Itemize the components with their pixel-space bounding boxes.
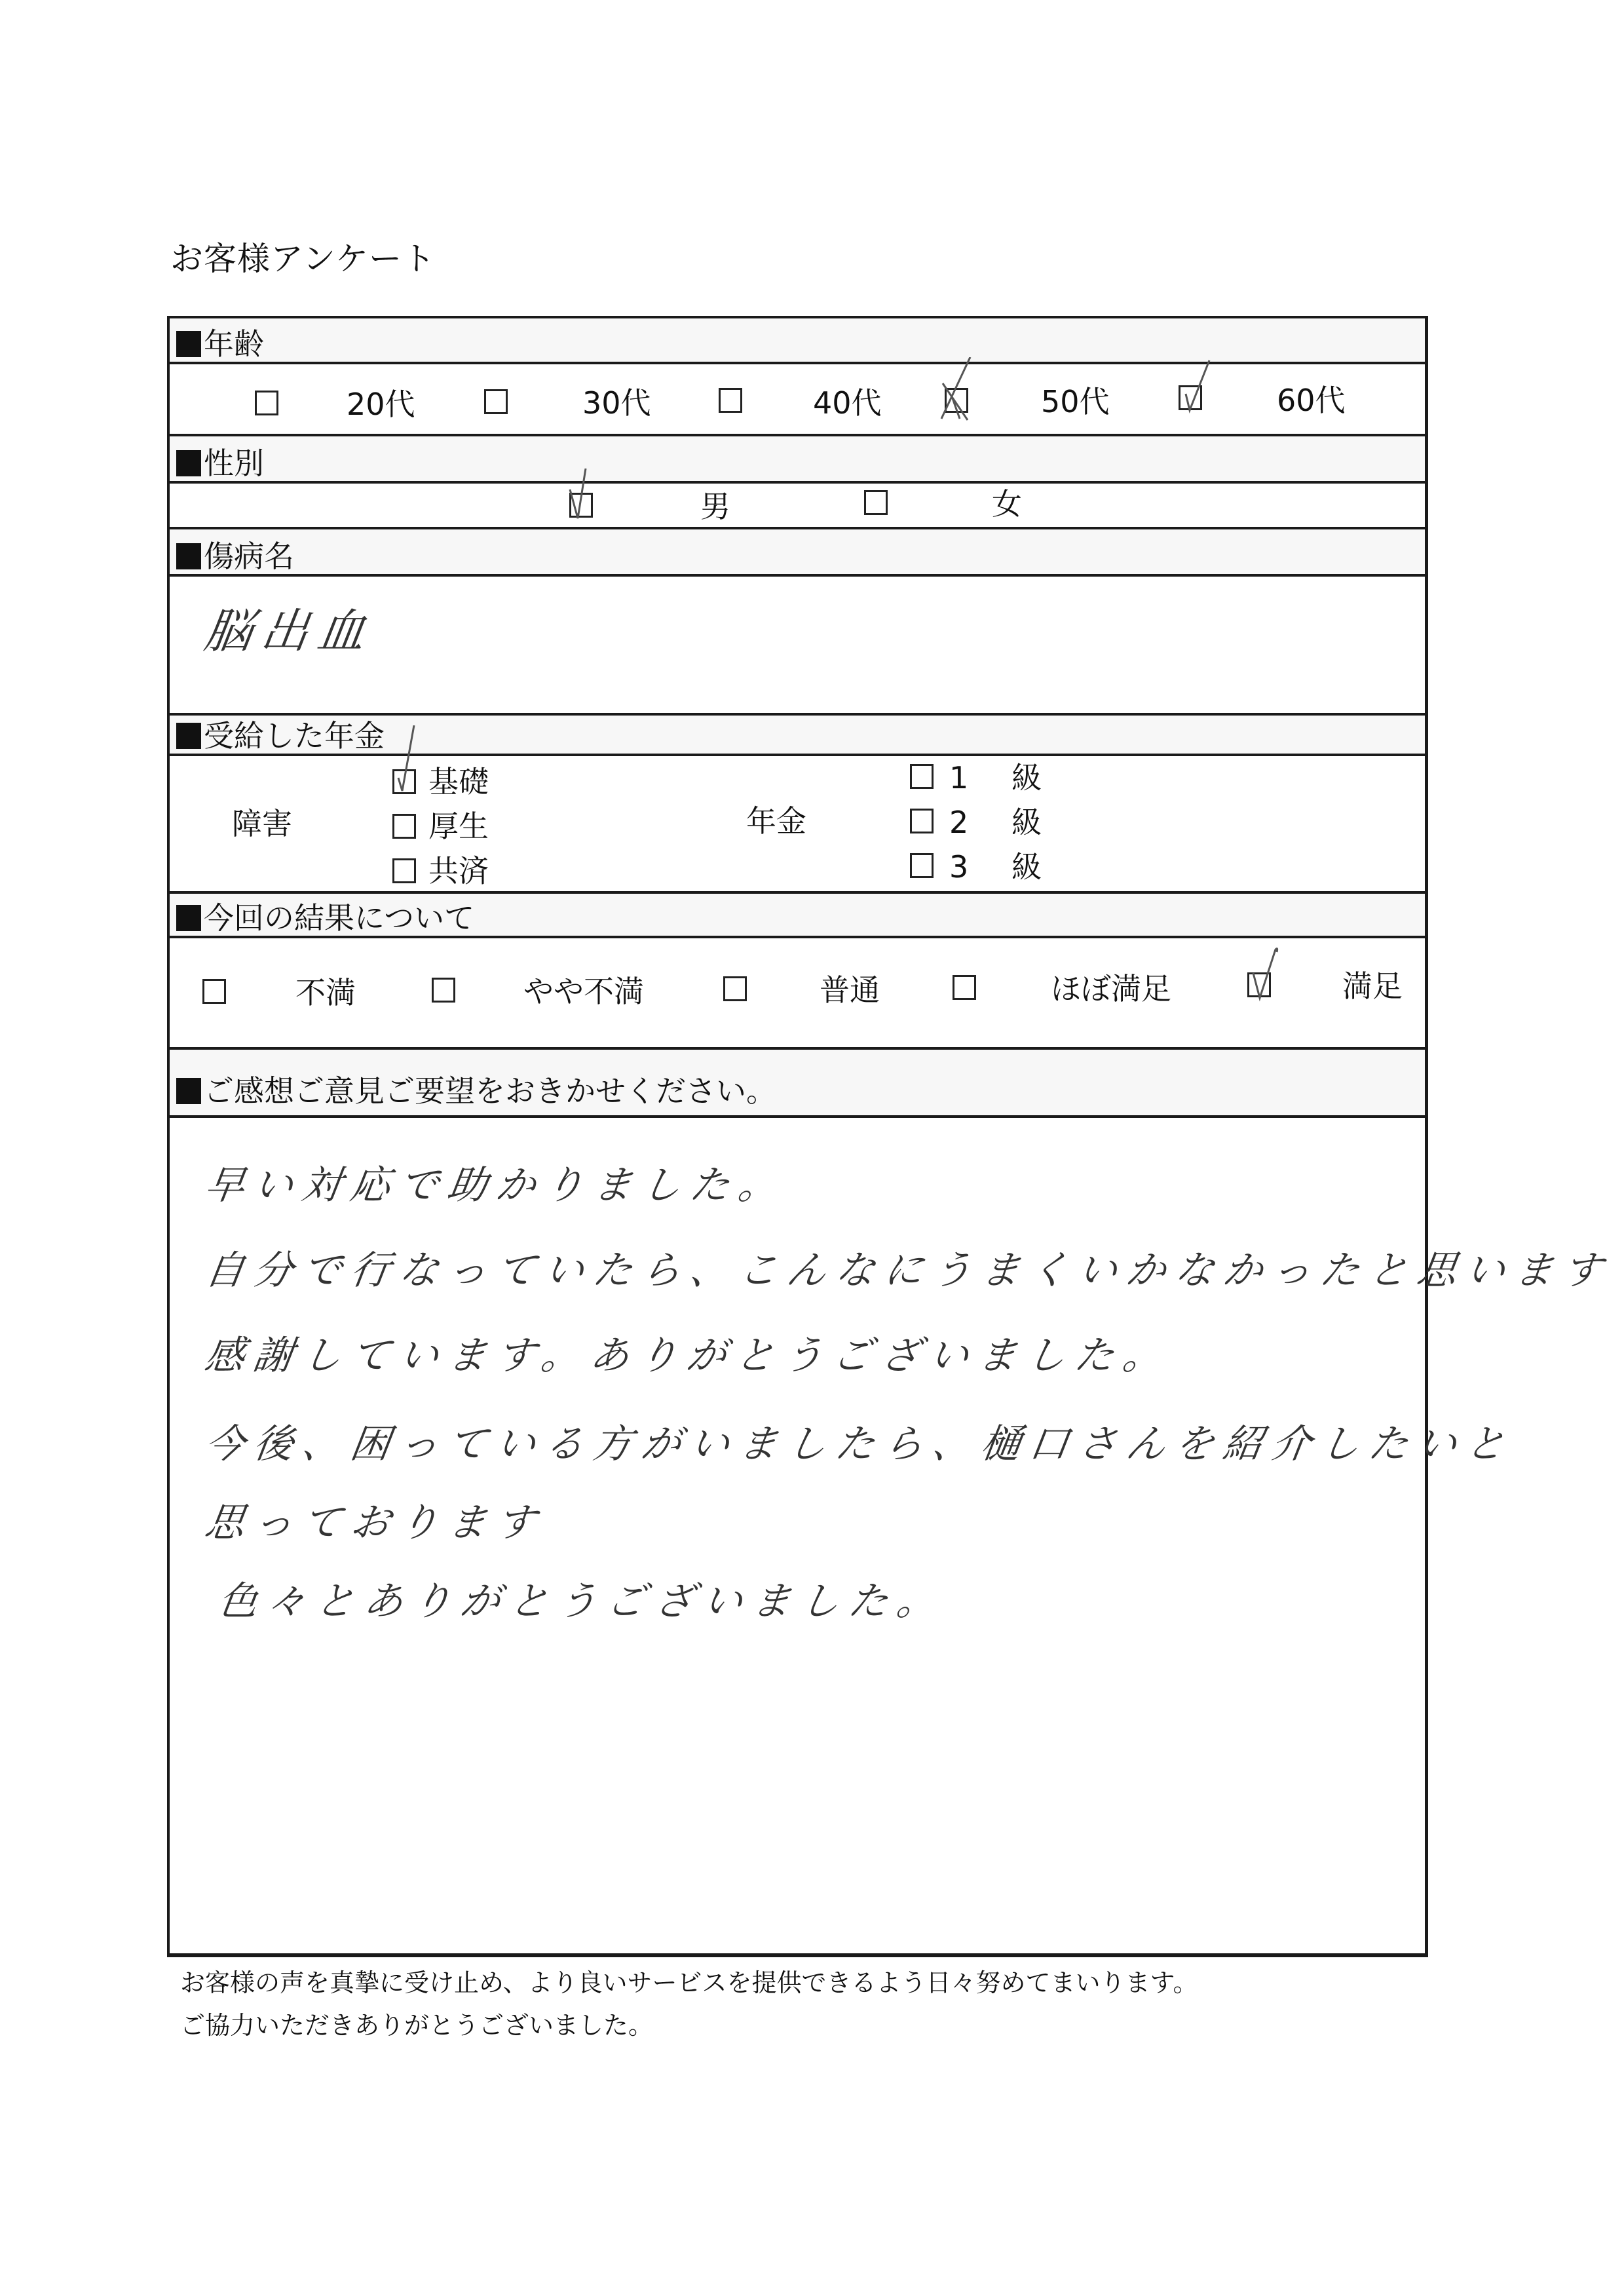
pension-section-header xyxy=(170,716,1425,756)
result-section-header xyxy=(170,894,1425,938)
age-20s-checkbox[interactable] xyxy=(255,391,278,415)
grade-2-unit: 級 xyxy=(1011,805,1042,840)
pension-mutual-label: 共済 xyxy=(428,853,489,889)
checkmark-icon xyxy=(1252,947,1291,1006)
result-somewhat-dissatisfied-checkbox[interactable] xyxy=(432,978,455,1003)
result-neutral-checkbox[interactable] xyxy=(723,976,747,1001)
gender-options-row xyxy=(170,484,1425,529)
disease-label: 傷病名 xyxy=(176,541,294,571)
disease-handwritten-value: 脳出血 xyxy=(201,603,379,659)
result-mostly-satisfied-checkbox[interactable] xyxy=(953,975,976,1000)
comment-line-1: 早い対応で助かりました。 xyxy=(202,1162,791,1208)
age-50s-checkbox[interactable] xyxy=(945,388,968,413)
age-20s-label: 20代 xyxy=(347,387,415,422)
gender-section-header xyxy=(170,436,1425,484)
gender-female-label: 女 xyxy=(992,486,1022,522)
comments-label: ご感想ご意見ご要望をおきかせください。 xyxy=(176,1076,776,1106)
pension-nenkin-label: 年金 xyxy=(746,803,806,839)
comment-line-3: 感謝しています。ありがとうございました。 xyxy=(202,1333,1175,1379)
pension-basic-checkbox[interactable] xyxy=(392,769,416,794)
grade-3-unit: 級 xyxy=(1011,849,1042,885)
result-somewhat-dissatisfied-label: やや不満 xyxy=(523,974,644,1009)
survey-title: お客様アンケート xyxy=(170,240,436,278)
grade-1-unit: 級 xyxy=(1011,760,1042,795)
result-dissatisfied-checkbox[interactable] xyxy=(202,979,226,1004)
pension-welfare-label: 厚生 xyxy=(428,809,489,844)
result-satisfied-checkbox[interactable] xyxy=(1247,972,1271,997)
footer-message-line1: お客様の声を真摯に受け止め、より良いサービスを提供できるよう日々努めてまいります。 xyxy=(180,1968,1198,1997)
age-options-row xyxy=(170,364,1425,436)
grade-2-checkbox[interactable] xyxy=(910,809,934,833)
pension-welfare-checkbox[interactable] xyxy=(392,814,416,839)
survey-form xyxy=(167,316,1615,1957)
comment-line-4: 今後、困っている方がいましたら、樋口さんを紹介したいと xyxy=(202,1421,1518,1467)
comment-line-2: 自分で行なっていたら、こんなにうまくいかなかったと思います xyxy=(202,1248,1615,1293)
comment-line-5: 思っております xyxy=(202,1500,548,1546)
age-30s-label: 30代 xyxy=(582,385,651,421)
checkmark-icon xyxy=(569,469,608,524)
grade-3-checkbox[interactable] xyxy=(910,853,934,878)
comments-section-header xyxy=(170,1050,1425,1118)
pension-basic-label: 基礎 xyxy=(428,764,489,799)
checkmark-icon xyxy=(1180,358,1220,417)
grade-2-number: 2 xyxy=(949,805,969,840)
age-60s-checkbox[interactable] xyxy=(1179,385,1202,410)
pension-mutual-checkbox[interactable] xyxy=(392,858,416,883)
pension-options-row xyxy=(170,756,1425,894)
grade-1-checkbox[interactable] xyxy=(910,764,934,789)
footer-message-line2: ご協力いただきありがとうございました。 xyxy=(180,2011,654,2040)
result-options-row xyxy=(170,938,1425,1050)
grade-1-number: 1 xyxy=(949,760,969,795)
result-dissatisfied-label: 不満 xyxy=(295,975,356,1010)
gender-male-label: 男 xyxy=(700,489,730,524)
disease-section-header xyxy=(170,529,1425,577)
age-40s-label: 40代 xyxy=(813,385,882,421)
disease-input-area[interactable] xyxy=(170,577,1425,716)
result-label: 今回の結果について xyxy=(176,903,474,933)
checkmark-icon xyxy=(397,725,430,794)
gender-female-checkbox[interactable] xyxy=(864,490,888,515)
age-section-header xyxy=(170,318,1425,364)
result-satisfied-label: 満足 xyxy=(1342,968,1403,1004)
gender-male-checkbox[interactable] xyxy=(569,493,593,518)
age-30s-checkbox[interactable] xyxy=(484,389,508,414)
result-mostly-satisfied-label: ほぼ満足 xyxy=(1051,971,1171,1006)
age-50s-label: 50代 xyxy=(1041,384,1110,419)
comment-line-6: 色々とありがとうございました。 xyxy=(215,1578,949,1624)
grade-3-number: 3 xyxy=(949,849,969,885)
pension-disability-label: 障害 xyxy=(232,806,292,841)
age-60s-label: 60代 xyxy=(1277,383,1346,418)
cross-mark-icon xyxy=(937,357,983,423)
age-label: 年齢 xyxy=(176,329,264,359)
comments-input-area[interactable] xyxy=(170,1118,1615,1953)
result-neutral-label: 普通 xyxy=(820,972,880,1008)
pension-label: 受給した年金 xyxy=(176,721,385,751)
gender-label: 性別 xyxy=(176,448,264,478)
age-40s-checkbox[interactable] xyxy=(719,388,742,413)
